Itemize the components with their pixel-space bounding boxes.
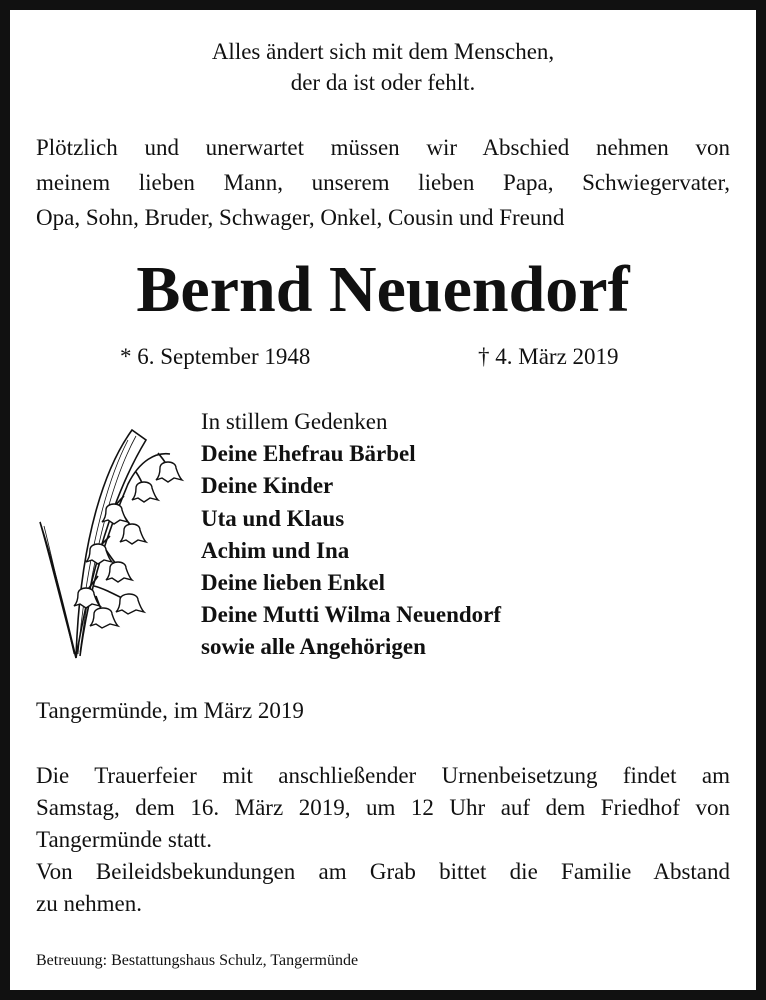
mourner-name: Deine lieben Enkel (201, 570, 386, 596)
service-line-4: Von Beileidsbekundungen am Grab bittet die Familie Abstand (36, 859, 730, 884)
motto-quote (10, 36, 756, 98)
motto-line-1: Alles ändert sich mit dem Menschen, (211, 39, 555, 64)
service-line-2: Samstag, dem 16. März 2019, um 12 Uhr auf dem Friedhof von (36, 795, 730, 820)
funeral-service-info (36, 760, 730, 920)
mourners-lead: In stillem Gedenken (201, 409, 388, 434)
intro-line-3: Opa, Sohn, Bruder, Schwager, Onkel, Cousin und Freund (36, 205, 565, 230)
mourner-name: Deine Ehefrau Bärbel (201, 441, 416, 467)
mourners-list (201, 406, 501, 664)
intro-text (36, 130, 730, 235)
mourner-name: Deine Mutti Wilma Neuendorf (201, 602, 502, 628)
place-and-date: Tangermünde, im März 2019 (36, 698, 304, 723)
lily-of-the-valley-icon (36, 426, 186, 666)
intro-line-1: Plötzlich und unerwartet müssen wir Abschied nehmen von (36, 135, 730, 160)
deceased-name: Bernd Neuendorf (136, 253, 630, 326)
funeral-home-credit: Betreuung: Bestattungshaus Schulz, Tangermünde (36, 952, 359, 969)
intro-line-2: meinem lieben Mann, unserem lieben Papa, Schwiegervater, (36, 170, 730, 195)
motto-line-2: der da ist oder fehlt. (290, 70, 476, 95)
mourner-name: Achim und Ina (201, 537, 350, 563)
death-date: † 4. März 2019 (478, 344, 619, 369)
service-line-1: Die Trauerfeier mit anschließender Urnenbeisetzung findet am (36, 763, 730, 788)
service-line-5: zu nehmen. (36, 891, 143, 916)
mourner-name: Uta und Klaus (201, 505, 345, 531)
service-line-3: Tangermünde statt. (36, 827, 212, 852)
mourner-name: Deine Kinder (201, 473, 334, 499)
birth-date: * 6. September 1948 (120, 344, 311, 369)
mourner-name: sowie alle Angehörigen (201, 634, 426, 660)
